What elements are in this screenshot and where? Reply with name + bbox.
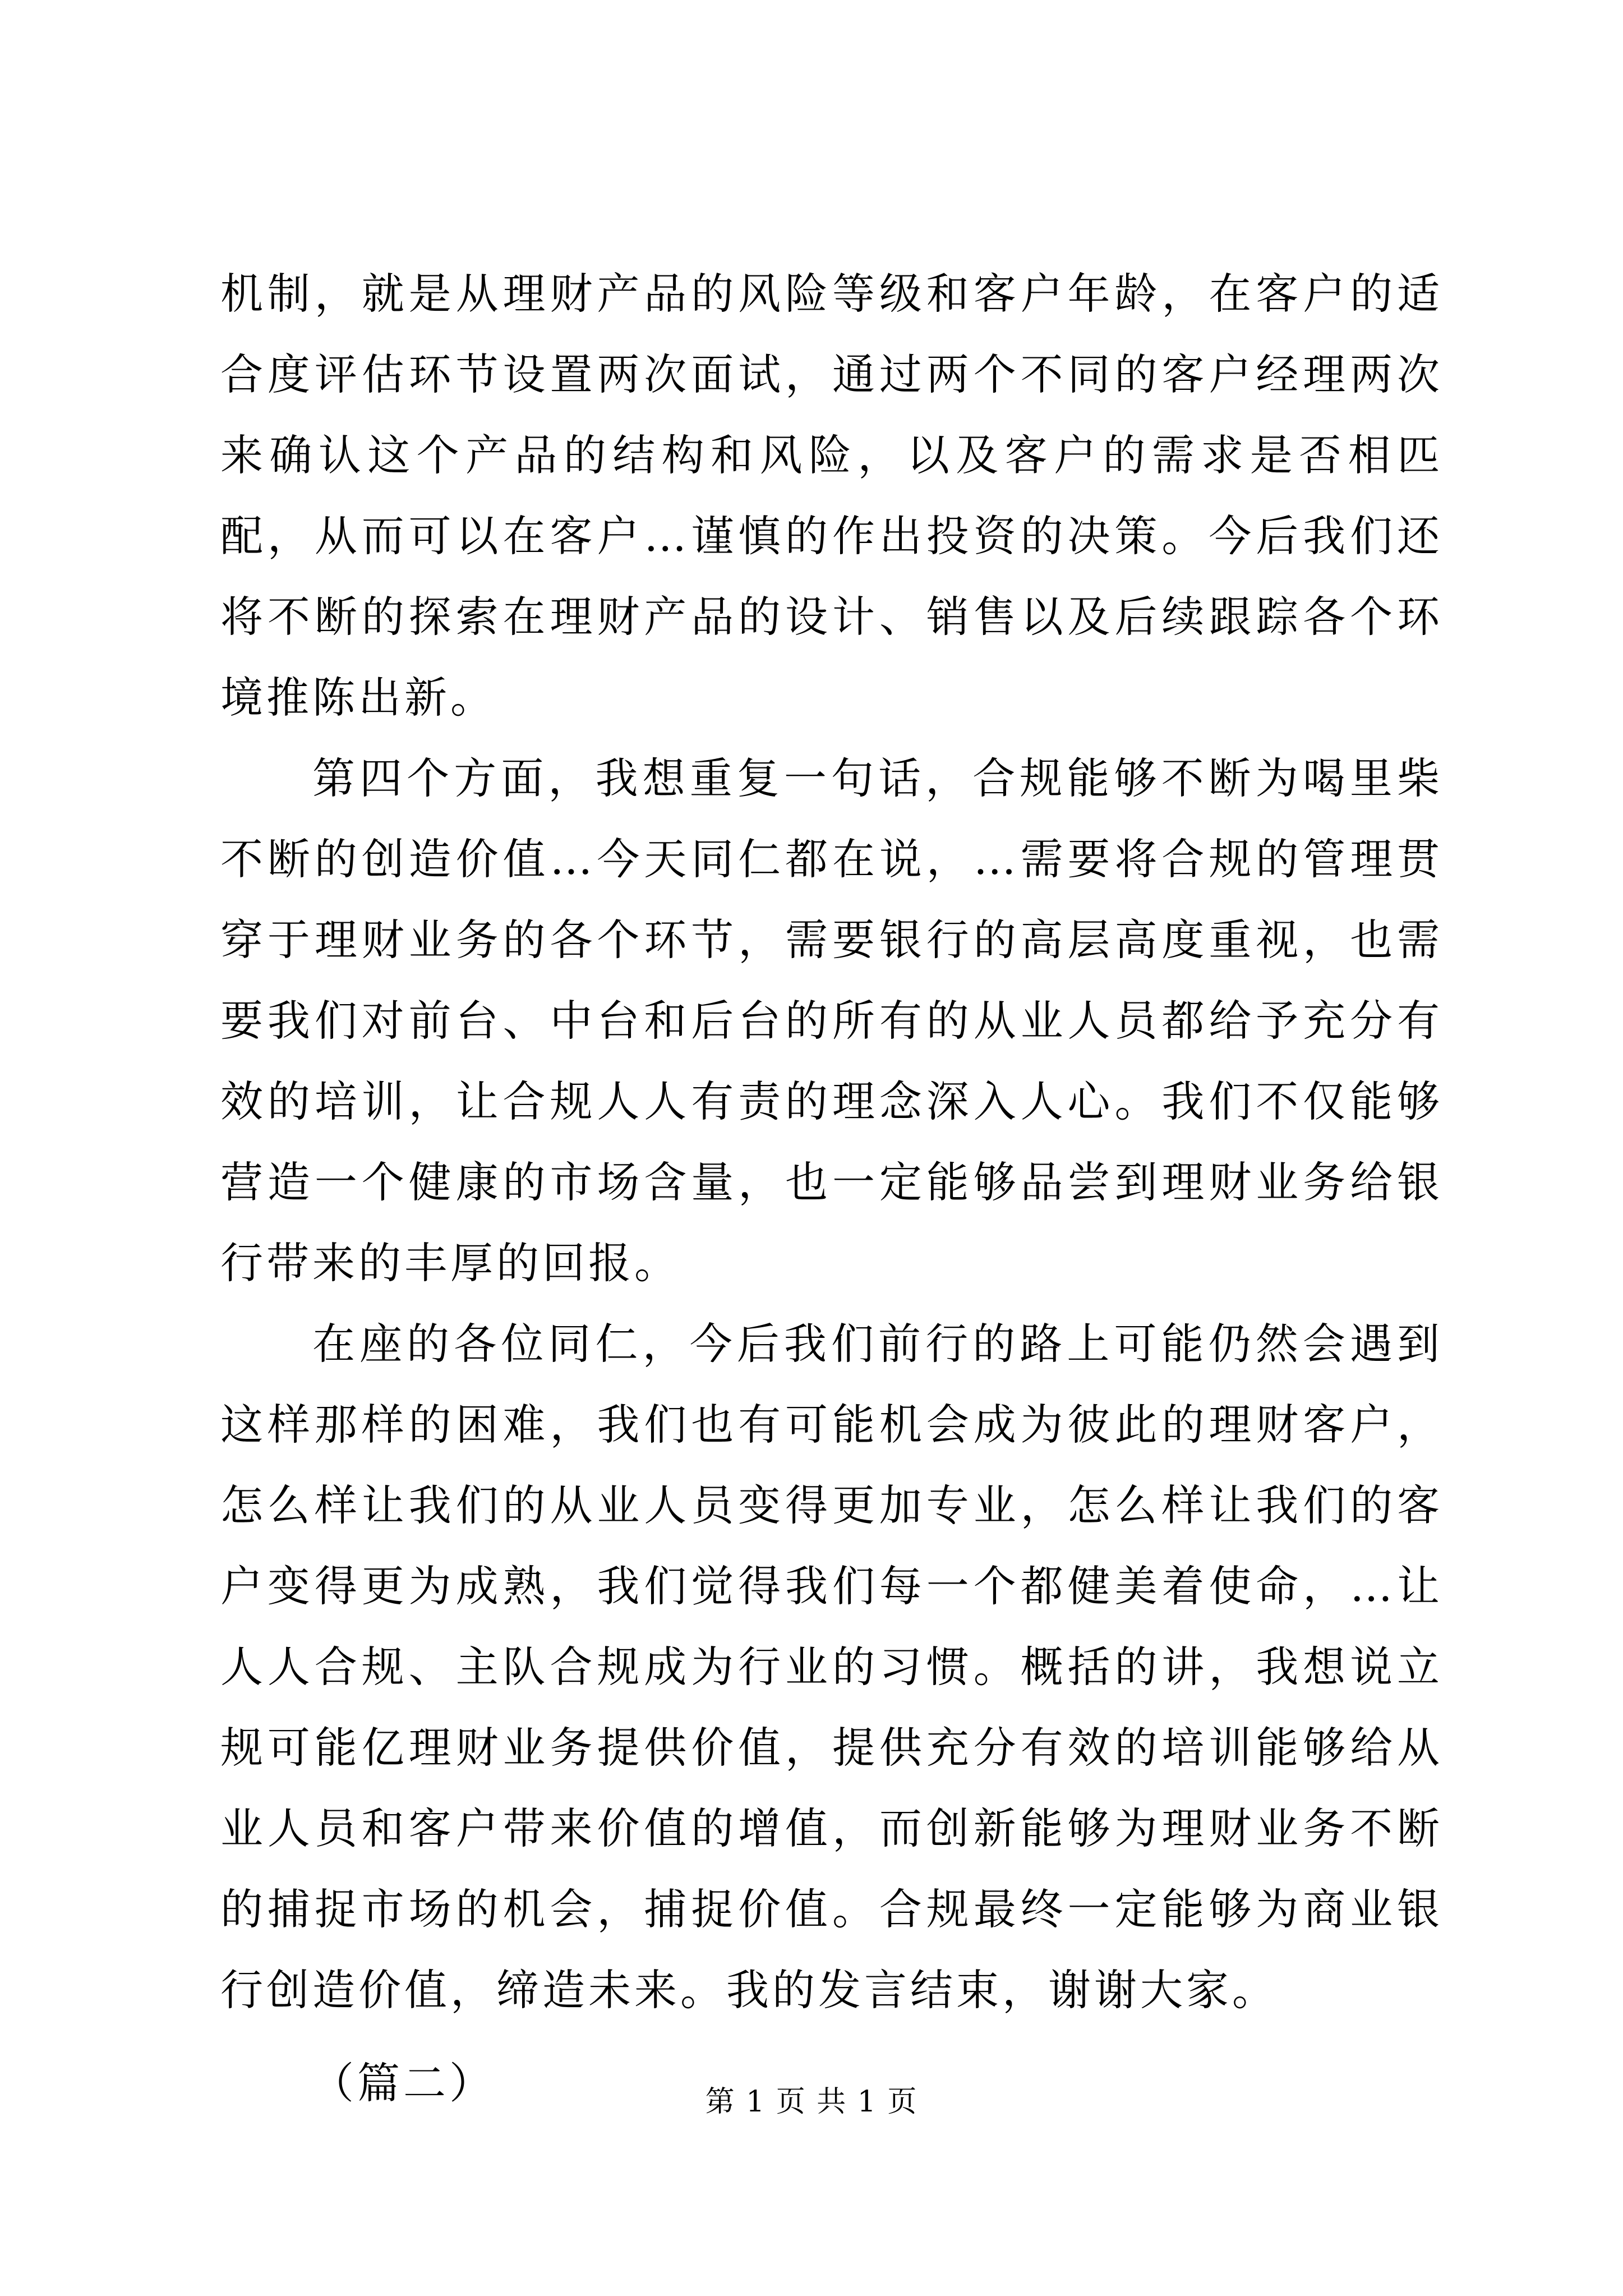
document-body (220, 254, 1443, 2124)
page-footer: 第 1 页 共 1 页 (705, 2085, 918, 2119)
paragraph-continued: 机制，就是从理财产品的风险等级和客户年龄，在客户的适合度评估环节设置两次面试，通过两个不同的客户经理两次来确认这个产品的结构和风险，以及客户的需求是否相匹配，从而可以在客户…谨慎的作出投资的决策。今后我们还将不断的探索在理财产品的设计、销售以及后续跟踪各个环境推陈出新。 (220, 269, 1443, 723)
paragraph-closing-remarks: 在座的各位同仁，今后我们前行的路上可能仍然会遇到这样那样的困难，我们也有可能机会成为彼此的理财客户，怎么样让我们的从业人员变得更加专业，怎么样让我们的客户变得更为成熟，我们觉得我们每一个都健美着使命，…让人人合规、主队合规成为行业的习惯。概括的讲，我想说立规可能亿理财业务提供价值，提供充分有效的培训能够给从业人员和客户带来价值的增值，而创新能够为理财业务不断的捕捉市场的机会，捕捉价值。合规最终一定能够为商业银行创造价值，缔造未来。我的发言结束，谢谢大家。 (220, 1319, 1443, 2015)
section-heading: （篇二） (311, 2058, 495, 2108)
paragraph-fourth-aspect: 第四个方面，我想重复一句话，合规能够不断为喝里柴不断的创造价值…今天同仁都在说，…需要将合规的管理贯穿于理财业务的各个环节，需要银行的高层高度重视，也需要我们对前台、中台和后台的所有的从业人员都给予充分有效的培训，让合规人人有责的理念深入人心。我们不仅能够营造一个健康的市场含量，也一定能够品尝到理财业务给银行带来的丰厚的回报。 (220, 753, 1443, 1288)
